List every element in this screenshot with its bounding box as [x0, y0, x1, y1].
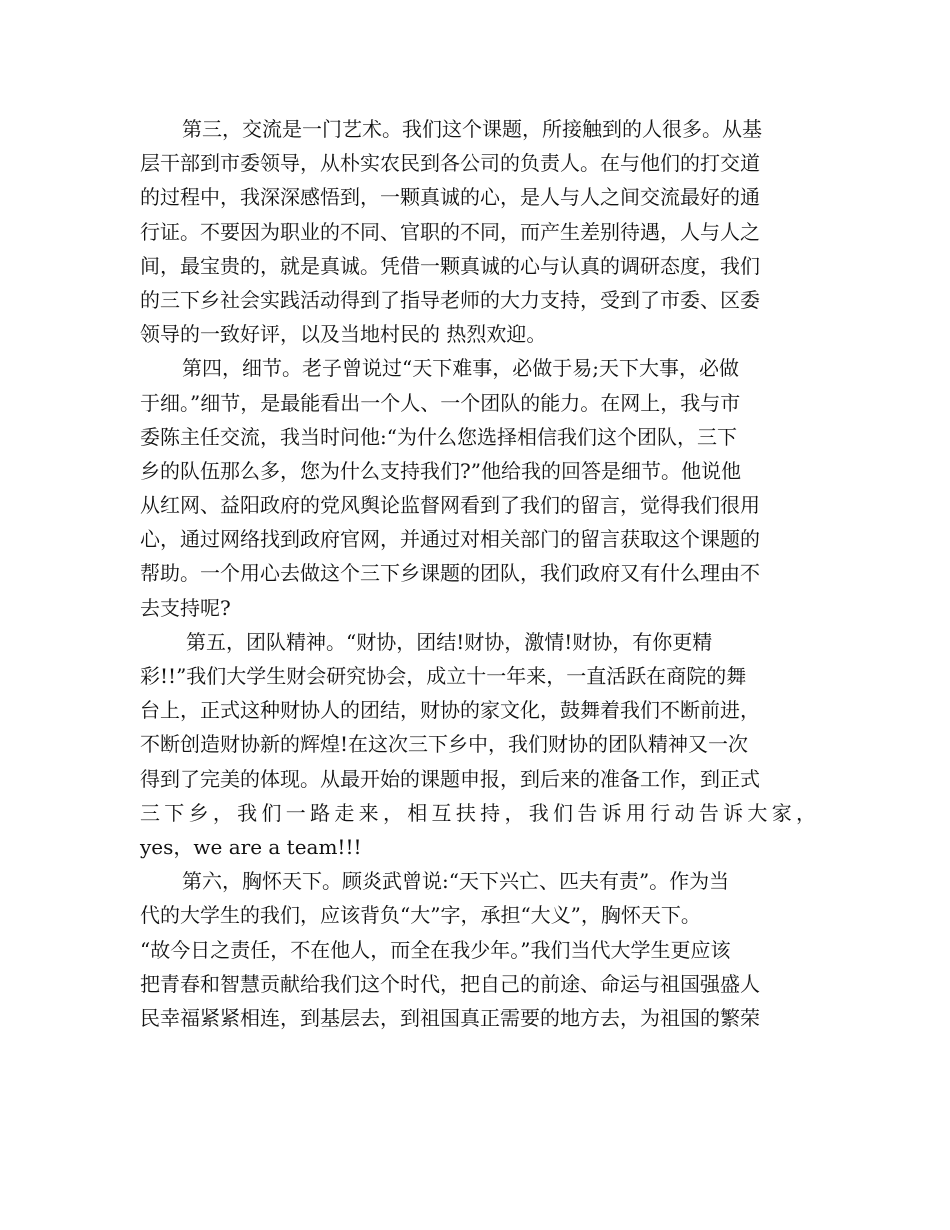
text-line: 不断创造财协新的辉煌!在这次三下乡中，我们财协的团队精神又一次	[140, 732, 749, 757]
text-line: 于细。”细节，是最能看出一个人、一个团队的能力。在网上，我与市	[140, 390, 741, 415]
text-line: 帮助。一个用心去做这个三下乡课题的团队，我们政府又有什么理由不	[140, 561, 760, 586]
document-body	[140, 112, 816, 1035]
text-line: 从红网、益阳政府的党风舆论监督网看到了我们的留言，觉得我们很用	[140, 493, 760, 518]
text-line: 心，通过网络找到政府官网，并通过对相关部门的留言获取这个课题的	[140, 527, 760, 552]
text-line: 委陈主任交流，我当时问他:“为什么您选择相信我们这个团队，三下	[140, 424, 737, 449]
text-line: 彩!!”我们大学生财会研究协会，成立十一年来，一直活跃在商院的舞	[140, 664, 747, 688]
text-line: 第四，细节。老子曾说过“天下难事，必做于易;天下大事，必做	[182, 356, 739, 381]
text-line: 行证。不要因为职业的不同、官职的不同，而产生差别待遇，人与人之	[140, 219, 760, 244]
text-line: 的三下乡社会实践活动得到了指导老师的大力支持，受到了市委、区委	[140, 287, 760, 312]
text-line: 领导的一致好评，以及当地村民的 热烈欢迎。	[140, 322, 547, 347]
text-line: 民幸福紧紧相连，到基层去，到祖国真正需要的地方去，为祖国的繁荣	[140, 1005, 760, 1030]
text-line: 台上，正式这种财协人的团结，财协的家文化，鼓舞着我们不断前进，	[140, 698, 760, 723]
text-line: 第五，团队精神。“财协，团结!财协，激情!财协，有你更精	[186, 629, 713, 654]
text-line: 把青春和智慧贡献给我们这个时代，把自己的前途、命运与祖国强盛人	[140, 971, 760, 996]
text-line: 第三，交流是一门艺术。我们这个课题，所接触到的人很多。从基	[182, 117, 762, 141]
text-line: 乡的队伍那么多，您为什么支持我们?”他给我的回答是细节。他说他	[140, 458, 741, 483]
text-line: 得到了完美的体现。从最开始的课题申报，到后来的准备工作，到正式	[140, 766, 760, 791]
paragraph-world-vision	[140, 864, 816, 1035]
text-line: 三下乡，我们一路走来，相互扶持，我们告诉用行动告诉大家，	[140, 800, 816, 825]
text-line: 去支持呢?	[140, 595, 231, 620]
text-line: 代的大学生的我们，应该背负“大”字，承担“大义”，胸怀天下。	[140, 903, 701, 928]
paragraph-team-spirit	[140, 625, 816, 864]
paragraph-communication	[140, 112, 816, 351]
text-line: 层干部到市委领导，从朴实农民到各公司的负责人。在与他们的打交道	[140, 151, 760, 176]
text-line: yes，we are a team!!!	[140, 834, 362, 859]
paragraph-details	[140, 351, 816, 625]
text-line: 的过程中，我深深感悟到，一颗真诚的心，是人与人之间交流最好的通	[140, 185, 760, 210]
text-line: 第六，胸怀天下。顾炎武曾说:“天下兴亡、匹夫有责”。作为当	[182, 869, 730, 894]
text-line: “故今日之责任，不在他人，而全在我少年。”我们当代大学生更应该	[140, 937, 731, 962]
text-line: 间，最宝贵的，就是真诚。凭借一颗真诚的心与认真的调研态度，我们	[140, 253, 760, 278]
